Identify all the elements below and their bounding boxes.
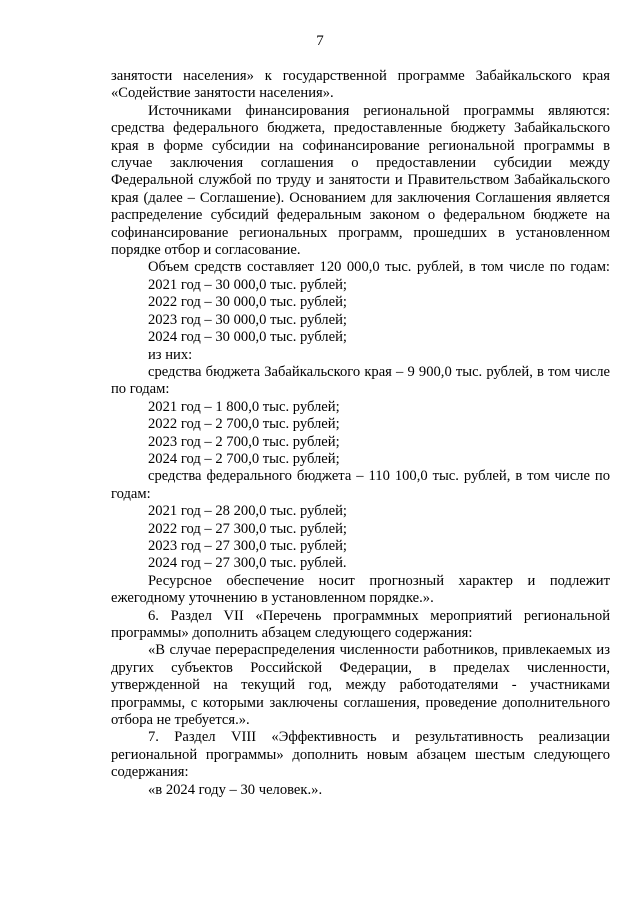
list-item-regional-2021: 2021 год – 1 800,0 тыс. рублей;: [148, 398, 340, 415]
list-item-federal-2022: 2022 год – 27 300,0 тыс. рублей;: [148, 520, 347, 537]
list-item-regional-2024: 2024 год – 2 700,0 тыс. рублей;: [148, 450, 340, 467]
paragraph-federal-budget: средства федерального бюджета – 110 100,0 тыс. рублей, в том числе по годам:: [111, 468, 610, 502]
paragraph-section-viii-amendment: 7. Раздел VIII «Эффективность и результативность реализации региональной программы» дополнить новым абзацем шестым следующего содержания:: [111, 729, 610, 781]
paragraph-section-vii-amendment: 6. Раздел VII «Перечень программных мероприятий региональной программы» дополнить абзацем следующего содержания:: [111, 607, 610, 641]
paragraph-financing-sources: Источниками финансирования региональной программы являются: средства федерального бюджета, предоставленные бюджету Забайкальского края в форме субсидии на софинансирование региональной программы в случае заключения соглашения о предоставлении субсидии между Федеральной службой по труду и занятости и Правительством Забайкальского края (далее – Соглашение). Основанием для заключения Соглашения является распределение субсидий федеральным законом о федеральном бюджете на софинансирование региональных программ, прошедших в установленном порядке отбор и согласование.: [111, 102, 610, 259]
paragraph-resource-provision: Ресурсное обеспечение носит прогнозный характер и подлежит ежегодному уточнению в установленном порядке.».: [111, 572, 610, 607]
list-item-total-2023: 2023 год – 30 000,0 тыс. рублей;: [148, 311, 347, 328]
list-item-total-2021: 2021 год – 30 000,0 тыс. рублей;: [148, 276, 347, 293]
page-number: 7: [316, 33, 324, 49]
paragraph-program-name-continuation: занятости населения» к государственной программе Забайкальского края «Содействие занятости населения».: [111, 68, 610, 102]
list-item-total-2024: 2024 год – 30 000,0 тыс. рублей;: [148, 329, 347, 346]
list-item-regional-2023: 2023 год – 2 700,0 тыс. рублей;: [148, 433, 340, 450]
list-item-regional-2022: 2022 год – 2 700,0 тыс. рублей;: [148, 416, 340, 433]
list-item-federal-2024: 2024 год – 27 300,0 тыс. рублей.: [148, 555, 347, 572]
list-item-federal-2023: 2023 год – 27 300,0 тыс. рублей;: [148, 537, 347, 554]
paragraph-section-viii-quote: «в 2024 году – 30 человек.».: [148, 781, 323, 798]
paragraph-regional-budget: средства бюджета Забайкальского края – 9 900,0 тыс. рублей, в том числе по годам:: [111, 363, 610, 398]
list-item-total-2022: 2022 год – 30 000,0 тыс. рублей;: [148, 294, 347, 311]
document-body: [111, 68, 610, 799]
paragraph-of-them: из них:: [148, 346, 193, 363]
paragraph-total-volume: Объем средств составляет 120 000,0 тыс. рублей, в том числе по годам:: [148, 259, 610, 276]
paragraph-section-vii-quote: «В случае перераспределения численности работников, привлекаемых из других субъектов Российской Федерации, в пределах численности, утвержденной на текущий год, между работодателями - участниками программы, с которыми заключены соглашения, проведение дополнительного отбора не требуется.».: [111, 642, 610, 729]
list-item-federal-2021: 2021 год – 28 200,0 тыс. рублей;: [148, 503, 347, 520]
